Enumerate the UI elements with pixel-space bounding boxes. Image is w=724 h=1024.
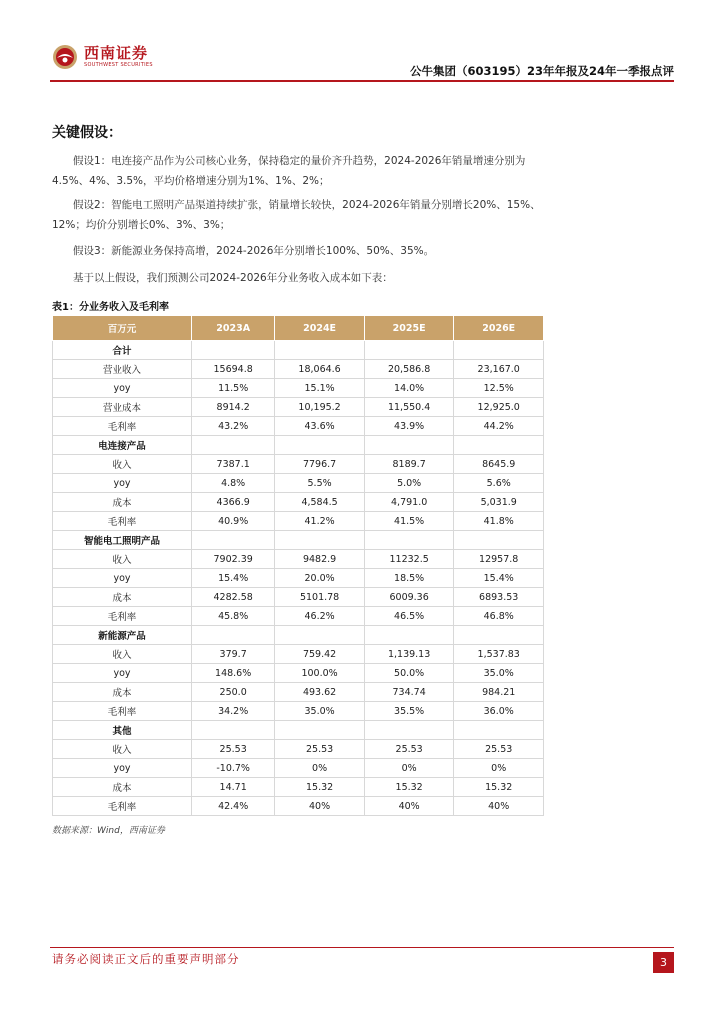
table-cell: 15.4% — [192, 569, 275, 588]
table-cell: 4366.9 — [192, 493, 275, 512]
table-cell: 734.74 — [364, 683, 454, 702]
table-cell: 25.53 — [454, 740, 544, 759]
table-row — [53, 550, 544, 569]
table-cell: 15.4% — [454, 569, 544, 588]
table-cell: 5.5% — [275, 474, 365, 493]
page-number: 3 — [653, 952, 674, 973]
table-section-row — [53, 721, 544, 740]
row-label: yoy — [53, 569, 192, 588]
table-cell: 42.4% — [192, 797, 275, 816]
table-cell: 14.71 — [192, 778, 275, 797]
row-label: yoy — [53, 379, 192, 398]
table-section-row — [53, 626, 544, 645]
table-cell — [192, 436, 275, 455]
table-cell — [275, 341, 365, 360]
table-cell: 23,167.0 — [454, 360, 544, 379]
table-cell: 34.2% — [192, 702, 275, 721]
table-cell — [275, 721, 365, 740]
table-cell: 379.7 — [192, 645, 275, 664]
section-label: 其他 — [53, 721, 192, 740]
row-label: 成本 — [53, 493, 192, 512]
table-cell: 40.9% — [192, 512, 275, 531]
table-row — [53, 474, 544, 493]
row-label: 毛利率 — [53, 417, 192, 436]
footer-divider — [50, 947, 674, 948]
table-cell: 493.62 — [275, 683, 365, 702]
table-cell — [364, 531, 454, 550]
table-cell: 25.53 — [275, 740, 365, 759]
table-cell: 20.0% — [275, 569, 365, 588]
footer-disclaimer: 请务必阅读正文后的重要声明部分 — [52, 952, 240, 966]
table-cell: 46.5% — [364, 607, 454, 626]
table-cell — [192, 531, 275, 550]
row-label: yoy — [53, 759, 192, 778]
table-row — [53, 607, 544, 626]
table-cell: 12,925.0 — [454, 398, 544, 417]
table-cell: 4,584.5 — [275, 493, 365, 512]
table-header-2023a: 2023A — [192, 316, 275, 341]
table-row — [53, 398, 544, 417]
row-label: 收入 — [53, 550, 192, 569]
table-cell — [275, 531, 365, 550]
row-label: yoy — [53, 474, 192, 493]
row-label: 收入 — [53, 740, 192, 759]
table-cell — [192, 341, 275, 360]
table-cell: 7387.1 — [192, 455, 275, 474]
row-label: 毛利率 — [53, 797, 192, 816]
table-cell: 46.2% — [275, 607, 365, 626]
table-cell: 35.0% — [275, 702, 365, 721]
table-cell: 5,031.9 — [454, 493, 544, 512]
row-label: 成本 — [53, 778, 192, 797]
table-cell: 759.42 — [275, 645, 365, 664]
table-cell: 148.6% — [192, 664, 275, 683]
header-divider — [50, 80, 674, 82]
logo-mark-icon — [52, 44, 78, 70]
table-cell: 11.5% — [192, 379, 275, 398]
table-cell: 5.0% — [364, 474, 454, 493]
table-cell: 15.32 — [364, 778, 454, 797]
assumption-paragraph-2: 假设2：智能电工照明产品渠道持续扩张，销量增长较快，2024-2026年销量分别增长20%、15%、12%；均价分别增长0%、3%、3%； — [52, 199, 541, 231]
table-cell: 25.53 — [364, 740, 454, 759]
summary-paragraph: 基于以上假设，我们预测公司2024-2026年分业务收入成本如下表： — [73, 272, 393, 284]
table-cell — [454, 436, 544, 455]
table-cell — [364, 626, 454, 645]
table-cell: 6009.36 — [364, 588, 454, 607]
table-cell — [364, 436, 454, 455]
table-cell: 9482.9 — [275, 550, 365, 569]
table-cell: 41.2% — [275, 512, 365, 531]
table-cell: 40% — [364, 797, 454, 816]
table-row — [53, 588, 544, 607]
table-cell: 44.2% — [454, 417, 544, 436]
table-cell: 6893.53 — [454, 588, 544, 607]
data-source-note: 数据来源：Wind，西南证券 — [52, 826, 165, 836]
table-cell: 7902.39 — [192, 550, 275, 569]
table-cell: 1,139.13 — [364, 645, 454, 664]
row-label: 毛利率 — [53, 607, 192, 626]
table-cell: 15.1% — [275, 379, 365, 398]
table-cell — [192, 721, 275, 740]
assumption-paragraph-1: 假设1：电连接产品作为公司核心业务，保持稳定的量价齐升趋势，2024-2026年销量增速分别为4.5%、4%、3.5%，平均价格增速分别为1%、1%、2%； — [52, 155, 526, 187]
table-section-row — [53, 341, 544, 360]
table-cell: 12957.8 — [454, 550, 544, 569]
table-cell: 15.32 — [454, 778, 544, 797]
table-cell: 4,791.0 — [364, 493, 454, 512]
table-row — [53, 702, 544, 721]
table-cell: 5101.78 — [275, 588, 365, 607]
table-cell: 8914.2 — [192, 398, 275, 417]
table-cell: 8645.9 — [454, 455, 544, 474]
assumption-paragraph-3: 假设3：新能源业务保持高增，2024-2026年分别增长100%、50%、35%。 — [73, 245, 435, 257]
row-label: 毛利率 — [53, 512, 192, 531]
table-header-2024e: 2024E — [275, 316, 365, 341]
table-row — [53, 740, 544, 759]
table-cell — [275, 626, 365, 645]
table-cell: 0% — [275, 759, 365, 778]
row-label: 收入 — [53, 455, 192, 474]
row-label: 成本 — [53, 683, 192, 702]
table-cell: 10,195.2 — [275, 398, 365, 417]
table-header-row — [53, 316, 544, 341]
report-header-title: 公牛集团（603195）23年年报及24年一季报点评 — [409, 64, 674, 78]
table-cell: 20,586.8 — [364, 360, 454, 379]
row-label: 营业成本 — [53, 398, 192, 417]
table-header-2025e: 2025E — [364, 316, 454, 341]
table-cell: 984.21 — [454, 683, 544, 702]
table-cell: 100.0% — [275, 664, 365, 683]
table-cell: 25.53 — [192, 740, 275, 759]
row-label: 毛利率 — [53, 702, 192, 721]
table-cell — [192, 626, 275, 645]
company-logo — [52, 44, 153, 70]
logo-chinese-name: 西南证券 — [84, 44, 149, 62]
table-header-2026e: 2026E — [454, 316, 544, 341]
table-row — [53, 759, 544, 778]
section-label: 智能电工照明产品 — [53, 531, 192, 550]
table-caption: 表1：分业务收入及毛利率 — [52, 302, 169, 313]
table-cell — [364, 721, 454, 740]
table-cell: 11232.5 — [364, 550, 454, 569]
logo-english-name: SOUTHWEST SECURITIES — [84, 62, 153, 68]
table-cell: 15694.8 — [192, 360, 275, 379]
table-row — [53, 512, 544, 531]
section-label: 新能源产品 — [53, 626, 192, 645]
table-cell — [364, 341, 454, 360]
table-cell: 45.8% — [192, 607, 275, 626]
table-cell: 50.0% — [364, 664, 454, 683]
table-cell: 35.0% — [454, 664, 544, 683]
table-cell: 46.8% — [454, 607, 544, 626]
row-label: yoy — [53, 664, 192, 683]
table-row — [53, 797, 544, 816]
table-row — [53, 379, 544, 398]
row-label: 成本 — [53, 588, 192, 607]
table-cell: 15.32 — [275, 778, 365, 797]
section-title: 关键假设： — [52, 125, 122, 141]
table-cell: 43.6% — [275, 417, 365, 436]
table-cell: 36.0% — [454, 702, 544, 721]
row-label: 收入 — [53, 645, 192, 664]
section-label: 合计 — [53, 341, 192, 360]
table-row — [53, 417, 544, 436]
table-row — [53, 493, 544, 512]
table-cell: 41.8% — [454, 512, 544, 531]
table-body — [53, 341, 544, 816]
table-cell: 4282.58 — [192, 588, 275, 607]
table-section-row — [53, 436, 544, 455]
table-cell: 11,550.4 — [364, 398, 454, 417]
table-cell: 43.9% — [364, 417, 454, 436]
row-label: 营业收入 — [53, 360, 192, 379]
table-row — [53, 778, 544, 797]
table-cell — [454, 341, 544, 360]
table-cell: 250.0 — [192, 683, 275, 702]
table-row — [53, 360, 544, 379]
table-cell: 35.5% — [364, 702, 454, 721]
section-label: 电连接产品 — [53, 436, 192, 455]
table-cell: 41.5% — [364, 512, 454, 531]
table-cell: 5.6% — [454, 474, 544, 493]
table-cell: 12.5% — [454, 379, 544, 398]
table-cell: 0% — [364, 759, 454, 778]
table-cell — [454, 721, 544, 740]
table-cell: 8189.7 — [364, 455, 454, 474]
table-cell: 7796.7 — [275, 455, 365, 474]
business-forecast-table — [52, 315, 544, 816]
table-row — [53, 683, 544, 702]
table-cell: 14.0% — [364, 379, 454, 398]
table-row — [53, 569, 544, 588]
table-cell: 40% — [275, 797, 365, 816]
table-row — [53, 645, 544, 664]
table-cell: 18.5% — [364, 569, 454, 588]
table-cell: -10.7% — [192, 759, 275, 778]
table-section-row — [53, 531, 544, 550]
table-row — [53, 455, 544, 474]
table-cell — [454, 626, 544, 645]
table-cell — [275, 436, 365, 455]
table-cell — [454, 531, 544, 550]
table-cell: 1,537.83 — [454, 645, 544, 664]
table-header-unit: 百万元 — [53, 316, 192, 341]
table-row — [53, 664, 544, 683]
table-cell: 18,064.6 — [275, 360, 365, 379]
table-cell: 0% — [454, 759, 544, 778]
table-cell: 43.2% — [192, 417, 275, 436]
table-cell: 40% — [454, 797, 544, 816]
table-cell: 4.8% — [192, 474, 275, 493]
